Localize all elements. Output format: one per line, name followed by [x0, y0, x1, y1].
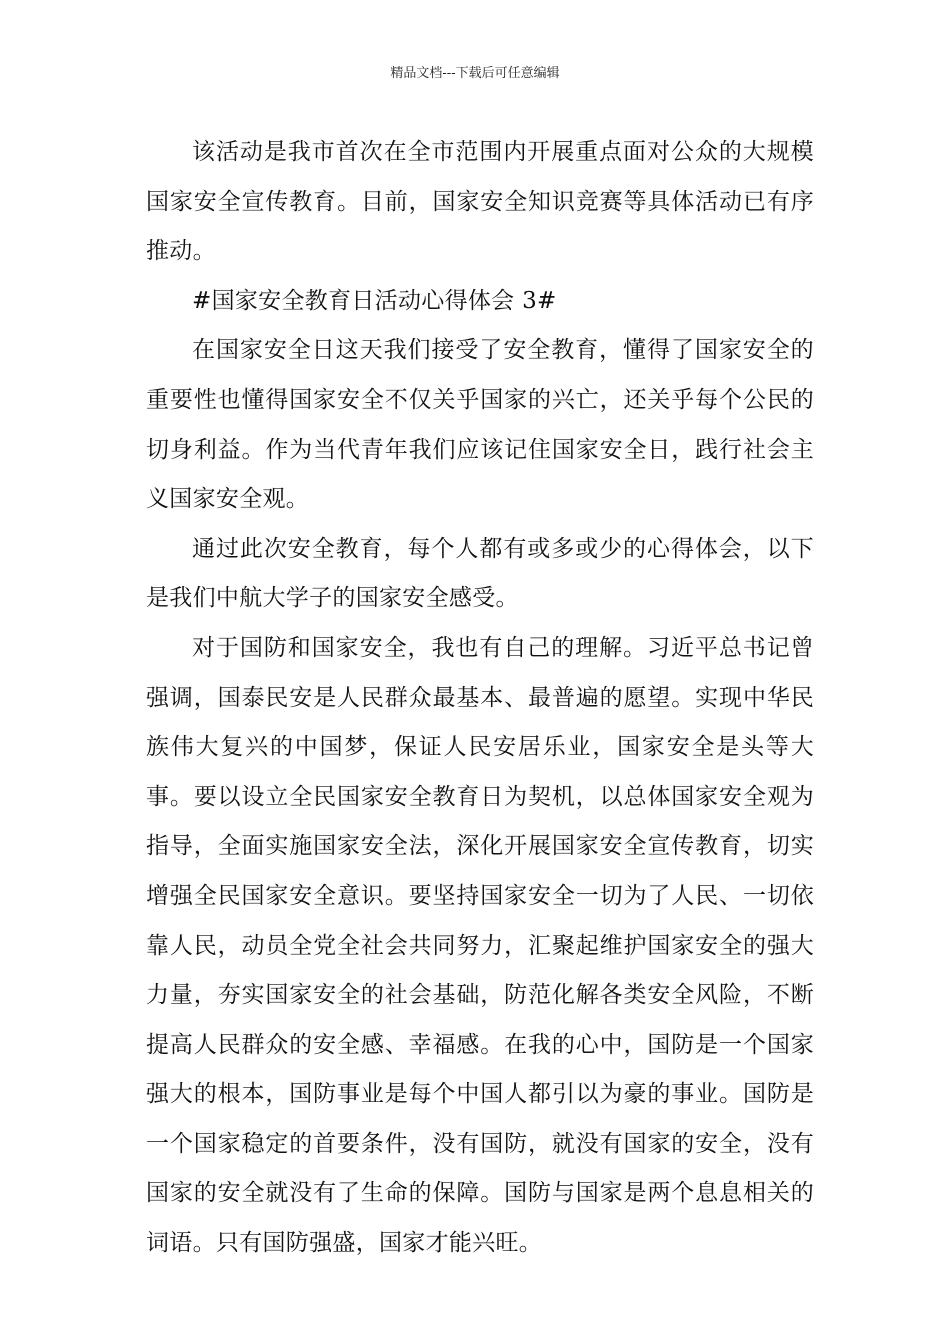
paragraph-1: 该活动是我市首次在全市范围内开展重点面对公众的大规模国家安全宣传教育。目前，国家安全知识竞赛等具体活动已有序推动。 [146, 139, 814, 265]
paragraph-3: 通过此次安全教育，每个人都有或多或少的心得体会，以下是我们中航大学子的国家安全感受。 [146, 535, 814, 612]
document-body [146, 128, 814, 1269]
paragraph-4: 对于国防和国家安全，我也有自己的理解。习近平总书记曾强调，国泰民安是人民群众最基本、最普遍的愿望。实现中华民族伟大复兴的中国梦，保证人民安居乐业，国家安全是头等大事。要以设立全民国家安全教育日为契机，以总体国家安全观为指导，全面实施国家安全法，深化开展国家安全宣传教育，切实增强全民国家安全意识。要坚持国家安全一切为了人民、一切依靠人民，动员全党全社会共同努力，汇聚起维护国家安全的强大力量，夯实国家安全的社会基础，防范化解各类安全风险，不断提高人民群众的安全感、幸福感。在我的心中，国防是一个国家强大的根本，国防事业是每个中国人都引以为豪的事业。国防是一个国家稳定的首要条件，没有国防，就没有国家的安全，没有国家的安全就没有了生命的保障。国防与国家是两个息息相关的词语。只有国防强盛，国家才能兴旺。 [146, 634, 814, 1257]
paragraph-2: 在国家安全日这天我们接受了安全教育，懂得了国家安全的重要性也懂得国家安全不仅关乎国家的兴亡，还关乎每个公民的切身利益。作为当代青年我们应该记住国家安全日，践行社会主义国家安全观。 [146, 337, 814, 513]
page-header: 精品文档---下载后可任意编辑 [390, 66, 560, 81]
section-heading: #国家安全教育日活动心得体会 3# [192, 287, 557, 314]
